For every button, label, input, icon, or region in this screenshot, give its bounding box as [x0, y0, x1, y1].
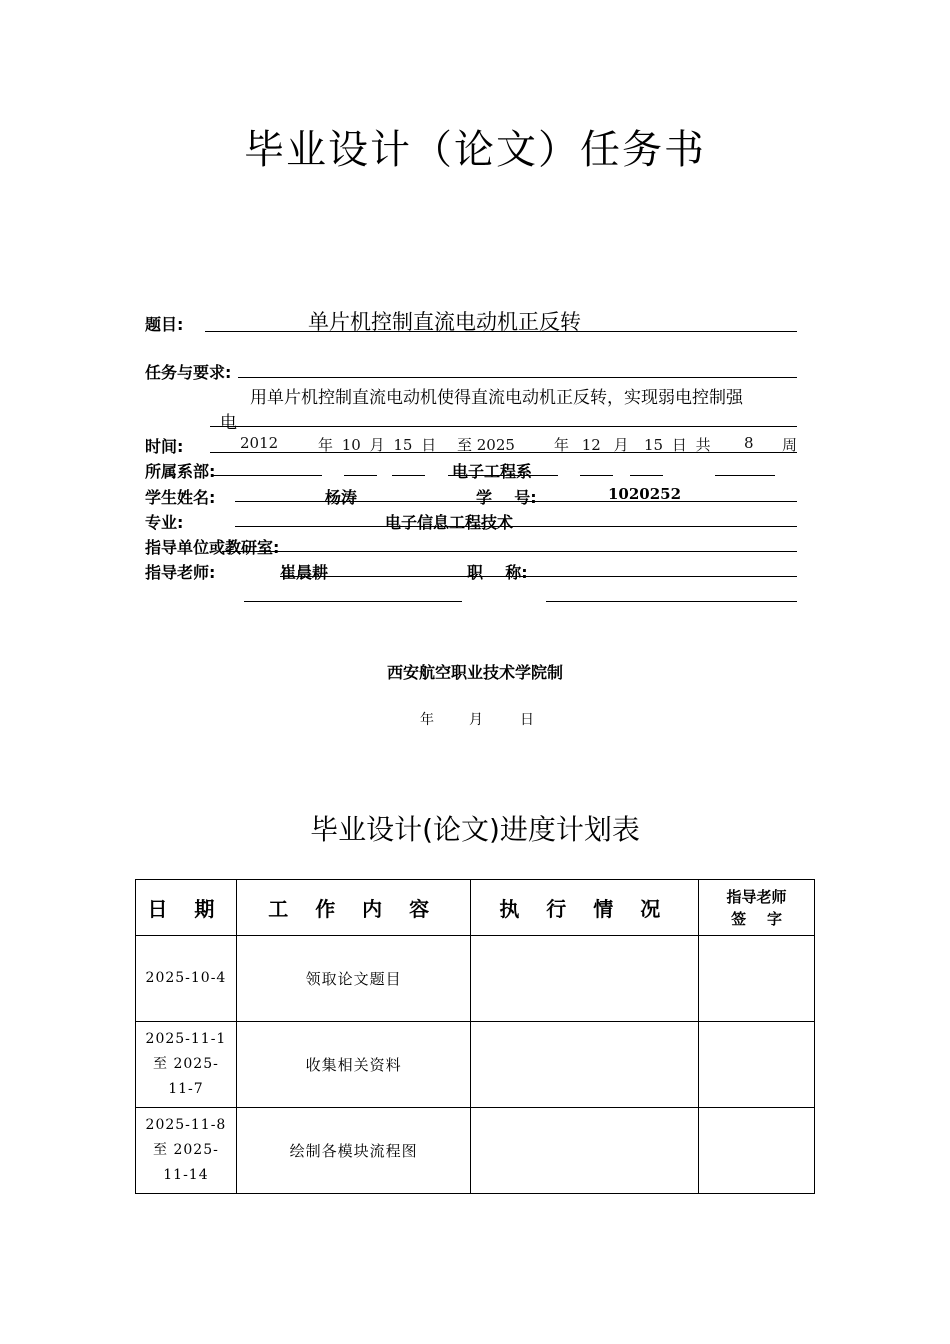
title-rank-label: 职 称:	[467, 563, 528, 582]
row-date	[136, 936, 237, 1022]
department-underline-6	[630, 475, 663, 476]
time-label: 时间:	[145, 437, 184, 456]
row-status	[471, 1022, 699, 1108]
header-sign	[699, 880, 815, 936]
requirements-text-line2: 电	[220, 413, 237, 433]
time-end-month: 年 12 月	[554, 436, 629, 454]
header-date: 日 期	[136, 880, 237, 936]
requirements-underline-2	[210, 426, 797, 427]
department-underline-1	[212, 475, 322, 476]
header-sign-line2: 签 字	[731, 909, 782, 928]
department-underline-3	[392, 475, 425, 476]
row-content: 收集相关资料	[236, 1022, 471, 1108]
time-to: 至 2025	[457, 436, 515, 454]
header-sign-line1: 指导老师	[726, 887, 787, 906]
department-value: 电子工程系	[452, 462, 533, 481]
row-date-line1: 2025-10-4	[145, 970, 227, 986]
row-date-line3: 11-7	[168, 1081, 204, 1097]
table-header-row	[136, 880, 815, 936]
table-row	[136, 1022, 815, 1108]
row-status	[471, 936, 699, 1022]
row-status	[471, 1108, 699, 1194]
department-label: 所属系部:	[145, 462, 216, 481]
advisor-value: 崔晨耕	[280, 563, 329, 582]
student-id-value: 1020252	[608, 485, 682, 503]
advisor-label: 指导老师:	[145, 563, 216, 582]
row-date-line1: 2025-11-1	[145, 1031, 227, 1047]
date-day: 日	[520, 712, 534, 728]
major-underline	[235, 526, 797, 527]
row-date-line1: 2025-11-8	[145, 1117, 227, 1133]
plan-title: 毕业设计(论文)进度计划表	[310, 813, 640, 846]
department-underline-4	[448, 475, 558, 476]
major-value: 电子信息工程技术	[385, 513, 514, 532]
student-underline	[235, 501, 797, 502]
table-row	[136, 936, 815, 1022]
topic-underline	[205, 331, 797, 332]
school-name: 西安航空职业技术学院制	[386, 663, 563, 682]
plan-table	[135, 879, 815, 1194]
row-sign	[699, 1022, 815, 1108]
requirements-label: 任务与要求:	[145, 363, 232, 382]
table-row	[136, 1108, 815, 1194]
row-content: 领取论文题目	[236, 936, 471, 1022]
time-underline	[210, 452, 797, 453]
header-content: 工 作 内 容	[236, 880, 471, 936]
time-start-year: 2012	[240, 434, 279, 452]
requirements-text-line1: 用单片机控制直流电动机使得直流电动机正反转，实现弱电控制强	[250, 388, 743, 408]
row-date-line2: 至 2025-	[153, 1056, 219, 1072]
student-name-value: 杨涛	[325, 488, 358, 507]
row-date-line2: 至 2025-	[153, 1142, 219, 1158]
department-underline-5	[580, 475, 613, 476]
topic-label: 题目:	[145, 315, 184, 334]
major-label: 专业:	[145, 513, 184, 532]
header-status: 执 行 情 况	[471, 880, 699, 936]
advisor-underline-2b	[546, 601, 797, 602]
page-title: 毕业设计（论文）任务书	[244, 127, 706, 173]
time-week-unit: 周	[782, 436, 798, 454]
date-month: 月	[469, 712, 483, 728]
date-year: 年	[420, 712, 434, 728]
time-end-day: 15 日 共	[644, 436, 711, 454]
row-date-line3: 11-14	[163, 1167, 209, 1183]
row-date	[136, 1108, 237, 1194]
requirements-underline-1	[238, 377, 797, 378]
topic-value: 单片机控制直流电动机正反转	[308, 310, 581, 334]
row-date	[136, 1022, 237, 1108]
student-name-label: 学生姓名:	[145, 488, 216, 507]
advisor-underline-2a	[244, 601, 462, 602]
row-sign	[699, 936, 815, 1022]
row-sign	[699, 1108, 815, 1194]
time-start-date: 年 10 月 15 日	[318, 436, 437, 454]
time-weeks: 8	[744, 434, 754, 452]
row-content: 绘制各模块流程图	[236, 1108, 471, 1194]
department-underline-7	[715, 475, 775, 476]
department-underline-2	[344, 475, 377, 476]
unit-label: 指导单位或教研室:	[145, 538, 280, 557]
student-id-label: 学 号:	[476, 488, 537, 507]
unit-underline	[222, 551, 797, 552]
advisor-underline	[280, 576, 797, 577]
